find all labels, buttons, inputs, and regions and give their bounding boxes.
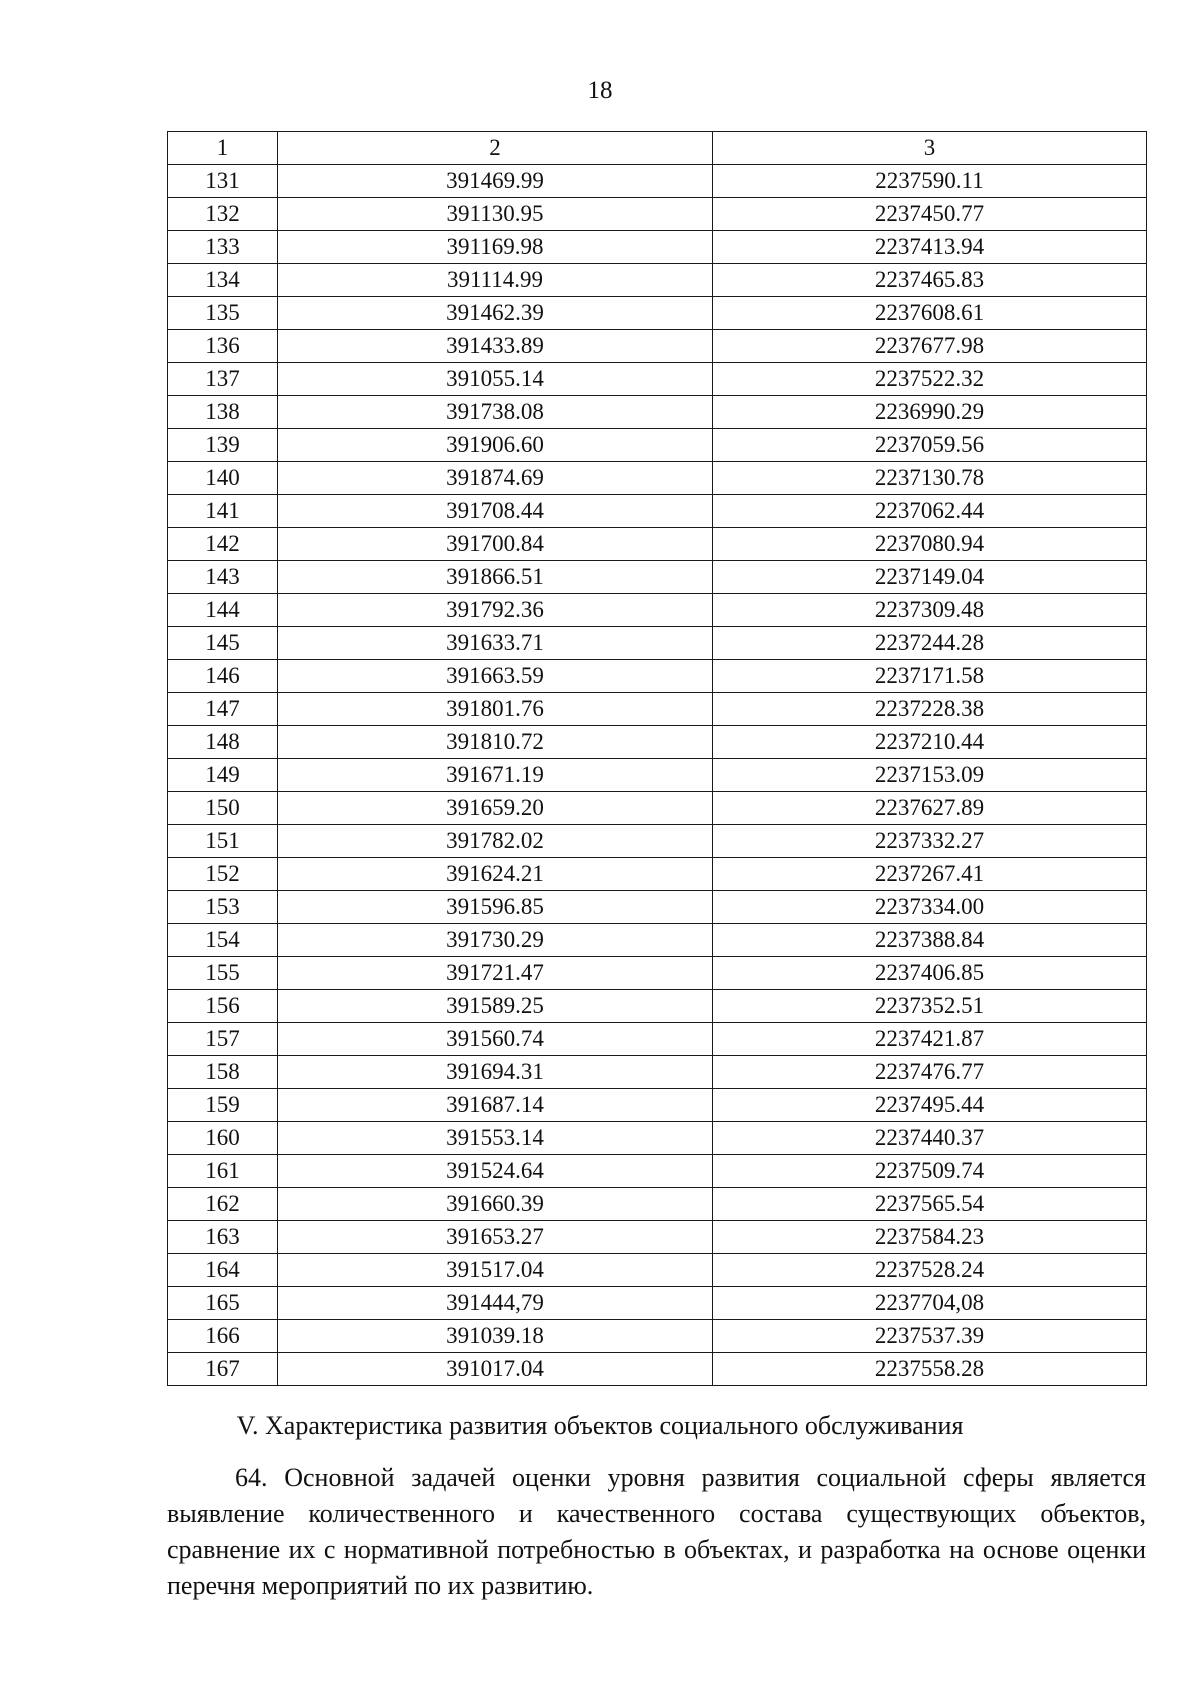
table-row	[168, 891, 1147, 924]
x-coordinate-cell: 391700.84	[278, 528, 713, 561]
point-number-cell: 154	[168, 924, 278, 957]
point-number-cell: 140	[168, 462, 278, 495]
x-coordinate-cell: 391694.31	[278, 1056, 713, 1089]
y-coordinate-cell: 2237352.51	[713, 990, 1147, 1023]
y-coordinate-cell: 2237450.77	[713, 198, 1147, 231]
y-coordinate-cell: 2237421.87	[713, 1023, 1147, 1056]
y-coordinate-cell: 2236990.29	[713, 396, 1147, 429]
y-coordinate-cell: 2237558.28	[713, 1353, 1147, 1386]
x-coordinate-cell: 391433.89	[278, 330, 713, 363]
x-coordinate-cell: 391730.29	[278, 924, 713, 957]
x-coordinate-cell: 391874.69	[278, 462, 713, 495]
table-row	[168, 990, 1147, 1023]
point-number-cell: 157	[168, 1023, 278, 1056]
point-number-cell: 145	[168, 627, 278, 660]
point-number-cell: 150	[168, 792, 278, 825]
y-coordinate-cell: 2237406.85	[713, 957, 1147, 990]
y-coordinate-cell: 2237704,08	[713, 1287, 1147, 1320]
y-coordinate-cell: 2237608.61	[713, 297, 1147, 330]
y-coordinate-cell: 2237210.44	[713, 726, 1147, 759]
table-row	[168, 924, 1147, 957]
y-coordinate-cell: 2237509.74	[713, 1155, 1147, 1188]
y-coordinate-cell: 2237565.54	[713, 1188, 1147, 1221]
y-coordinate-cell: 2237495.44	[713, 1089, 1147, 1122]
y-coordinate-cell: 2237228.38	[713, 693, 1147, 726]
table-row	[168, 561, 1147, 594]
point-number-cell: 134	[168, 264, 278, 297]
table-row	[168, 594, 1147, 627]
table-row	[168, 627, 1147, 660]
table-row	[168, 1287, 1147, 1320]
table-row	[168, 363, 1147, 396]
x-coordinate-cell: 391517.04	[278, 1254, 713, 1287]
point-number-cell: 147	[168, 693, 278, 726]
x-coordinate-cell: 391017.04	[278, 1353, 713, 1386]
table-row	[168, 957, 1147, 990]
table-row	[168, 792, 1147, 825]
x-coordinate-cell: 391469.99	[278, 165, 713, 198]
x-coordinate-cell: 391663.59	[278, 660, 713, 693]
x-coordinate-cell: 391687.14	[278, 1089, 713, 1122]
point-number-cell: 143	[168, 561, 278, 594]
table-row	[168, 1056, 1147, 1089]
x-coordinate-cell: 391169.98	[278, 231, 713, 264]
x-coordinate-cell: 391810.72	[278, 726, 713, 759]
point-number-cell: 162	[168, 1188, 278, 1221]
y-coordinate-cell: 2237130.78	[713, 462, 1147, 495]
table-row	[168, 462, 1147, 495]
x-coordinate-cell: 391055.14	[278, 363, 713, 396]
point-number-cell: 136	[168, 330, 278, 363]
table-row	[168, 660, 1147, 693]
table-row	[168, 858, 1147, 891]
column-header-1: 1	[168, 132, 278, 165]
y-coordinate-cell: 2237080.94	[713, 528, 1147, 561]
point-number-cell: 165	[168, 1287, 278, 1320]
table-row	[168, 1320, 1147, 1353]
x-coordinate-cell: 391039.18	[278, 1320, 713, 1353]
x-coordinate-cell: 391792.36	[278, 594, 713, 627]
x-coordinate-cell: 391553.14	[278, 1122, 713, 1155]
y-coordinate-cell: 2237440.37	[713, 1122, 1147, 1155]
point-number-cell: 152	[168, 858, 278, 891]
coordinates-table	[167, 131, 1147, 1386]
x-coordinate-cell: 391624.21	[278, 858, 713, 891]
x-coordinate-cell: 391596.85	[278, 891, 713, 924]
point-number-cell: 146	[168, 660, 278, 693]
column-header-3: 3	[713, 132, 1147, 165]
x-coordinate-cell: 391462.39	[278, 297, 713, 330]
body-paragraph: 64. Основной задачей оценки уровня развития социальной сферы является выявление количественного и качественного состава существующих объектов, сравнение их с нормативной потребностью в объектах, и разработка на основе оценки перечня мероприятий по их развитию.	[167, 1463, 1146, 1600]
x-coordinate-cell: 391653.27	[278, 1221, 713, 1254]
y-coordinate-cell: 2237332.27	[713, 825, 1147, 858]
y-coordinate-cell: 2237171.58	[713, 660, 1147, 693]
point-number-cell: 166	[168, 1320, 278, 1353]
table-row	[168, 429, 1147, 462]
point-number-cell: 133	[168, 231, 278, 264]
x-coordinate-cell: 391738.08	[278, 396, 713, 429]
section-heading: V. Характеристика развития объектов социального обслуживания	[236, 1411, 964, 1440]
x-coordinate-cell: 391801.76	[278, 693, 713, 726]
table-row	[168, 1089, 1147, 1122]
column-header-2: 2	[278, 132, 713, 165]
point-number-cell: 158	[168, 1056, 278, 1089]
table-row	[168, 726, 1147, 759]
point-number-cell: 164	[168, 1254, 278, 1287]
x-coordinate-cell: 391782.02	[278, 825, 713, 858]
point-number-cell: 139	[168, 429, 278, 462]
point-number-cell: 148	[168, 726, 278, 759]
y-coordinate-cell: 2237627.89	[713, 792, 1147, 825]
table-row	[168, 165, 1147, 198]
point-number-cell: 138	[168, 396, 278, 429]
table-row	[168, 396, 1147, 429]
y-coordinate-cell: 2237522.32	[713, 363, 1147, 396]
y-coordinate-cell: 2237334.00	[713, 891, 1147, 924]
table-row	[168, 1155, 1147, 1188]
x-coordinate-cell: 391866.51	[278, 561, 713, 594]
y-coordinate-cell: 2237062.44	[713, 495, 1147, 528]
point-number-cell: 132	[168, 198, 278, 231]
table-row	[168, 1353, 1147, 1386]
table-row	[168, 825, 1147, 858]
table-row	[168, 1023, 1147, 1056]
x-coordinate-cell: 391114.99	[278, 264, 713, 297]
table-row	[168, 231, 1147, 264]
x-coordinate-cell: 391589.25	[278, 990, 713, 1023]
point-number-cell: 151	[168, 825, 278, 858]
point-number-cell: 163	[168, 1221, 278, 1254]
table-body	[168, 165, 1147, 1386]
table-row	[168, 693, 1147, 726]
table-row	[168, 1188, 1147, 1221]
y-coordinate-cell: 2237465.83	[713, 264, 1147, 297]
y-coordinate-cell: 2237584.23	[713, 1221, 1147, 1254]
point-number-cell: 149	[168, 759, 278, 792]
table-row	[168, 495, 1147, 528]
x-coordinate-cell: 391130.95	[278, 198, 713, 231]
table-row	[168, 1221, 1147, 1254]
table-row	[168, 759, 1147, 792]
table-row	[168, 1254, 1147, 1287]
y-coordinate-cell: 2237528.24	[713, 1254, 1147, 1287]
point-number-cell: 160	[168, 1122, 278, 1155]
x-coordinate-cell: 391560.74	[278, 1023, 713, 1056]
x-coordinate-cell: 391660.39	[278, 1188, 713, 1221]
table-row	[168, 198, 1147, 231]
x-coordinate-cell: 391444,79	[278, 1287, 713, 1320]
y-coordinate-cell: 2237149.04	[713, 561, 1147, 594]
y-coordinate-cell: 2237309.48	[713, 594, 1147, 627]
y-coordinate-cell: 2237153.09	[713, 759, 1147, 792]
point-number-cell: 135	[168, 297, 278, 330]
x-coordinate-cell: 391524.64	[278, 1155, 713, 1188]
y-coordinate-cell: 2237059.56	[713, 429, 1147, 462]
table-row	[168, 264, 1147, 297]
y-coordinate-cell: 2237590.11	[713, 165, 1147, 198]
point-number-cell: 161	[168, 1155, 278, 1188]
x-coordinate-cell: 391708.44	[278, 495, 713, 528]
table-row	[168, 1122, 1147, 1155]
y-coordinate-cell: 2237413.94	[713, 231, 1147, 264]
y-coordinate-cell: 2237476.77	[713, 1056, 1147, 1089]
point-number-cell: 167	[168, 1353, 278, 1386]
y-coordinate-cell: 2237388.84	[713, 924, 1147, 957]
table-row	[168, 297, 1147, 330]
point-number-cell: 144	[168, 594, 278, 627]
page-number: 18	[587, 77, 613, 104]
x-coordinate-cell: 391906.60	[278, 429, 713, 462]
point-number-cell: 131	[168, 165, 278, 198]
point-number-cell: 137	[168, 363, 278, 396]
table-header-row	[168, 132, 1147, 165]
x-coordinate-cell: 391633.71	[278, 627, 713, 660]
point-number-cell: 159	[168, 1089, 278, 1122]
y-coordinate-cell: 2237537.39	[713, 1320, 1147, 1353]
x-coordinate-cell: 391721.47	[278, 957, 713, 990]
point-number-cell: 142	[168, 528, 278, 561]
x-coordinate-cell: 391671.19	[278, 759, 713, 792]
point-number-cell: 156	[168, 990, 278, 1023]
y-coordinate-cell: 2237267.41	[713, 858, 1147, 891]
table-row	[168, 528, 1147, 561]
x-coordinate-cell: 391659.20	[278, 792, 713, 825]
y-coordinate-cell: 2237244.28	[713, 627, 1147, 660]
table-row	[168, 330, 1147, 363]
point-number-cell: 141	[168, 495, 278, 528]
point-number-cell: 153	[168, 891, 278, 924]
point-number-cell: 155	[168, 957, 278, 990]
y-coordinate-cell: 2237677.98	[713, 330, 1147, 363]
